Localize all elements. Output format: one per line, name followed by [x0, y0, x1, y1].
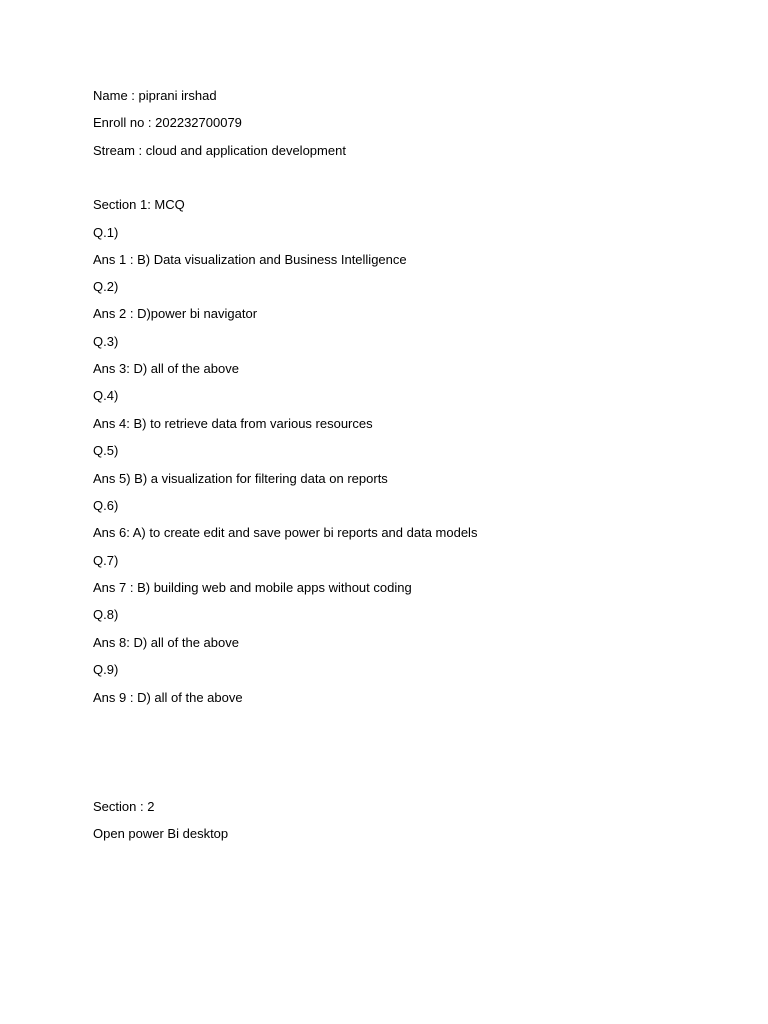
answer-text: Ans 7 : B) building web and mobile apps without coding	[93, 580, 412, 595]
answer-text: Ans 1 : B) Data visualization and Business Intelligence	[93, 252, 407, 267]
answer-text: Ans 2 : D)power bi navigator	[93, 306, 258, 321]
answer-text: Ans 8: D) all of the above	[93, 635, 239, 650]
enroll-number: Enroll no : 202232700079	[93, 115, 242, 130]
student-name: Name : piprani irshad	[93, 88, 217, 103]
question-label: Q.1)	[93, 225, 119, 240]
answer-text: Ans 9 : D) all of the above	[93, 690, 243, 705]
question-label: Q.6)	[93, 498, 119, 513]
section1-title: Section 1: MCQ	[93, 197, 185, 212]
answer-text: Ans 5) B) a visualization for filtering data on reports	[93, 471, 388, 486]
question-label: Q.8)	[93, 607, 119, 622]
answer-text: Ans 4: B) to retrieve data from various resources	[93, 416, 373, 431]
answer-text: Ans 3: D) all of the above	[93, 361, 239, 376]
answer-text: Ans 6: A) to create edit and save power bi reports and data models	[93, 525, 478, 540]
question-label: Q.4)	[93, 388, 119, 403]
question-label: Q.5)	[93, 443, 119, 458]
section2-title: Section : 2	[93, 799, 155, 814]
question-label: Q.7)	[93, 553, 119, 568]
question-label: Q.9)	[93, 662, 119, 677]
question-label: Q.3)	[93, 334, 119, 349]
question-label: Q.2)	[93, 279, 119, 294]
stream: Stream : cloud and application development	[93, 143, 346, 158]
section2-text: Open power Bi desktop	[93, 826, 229, 841]
